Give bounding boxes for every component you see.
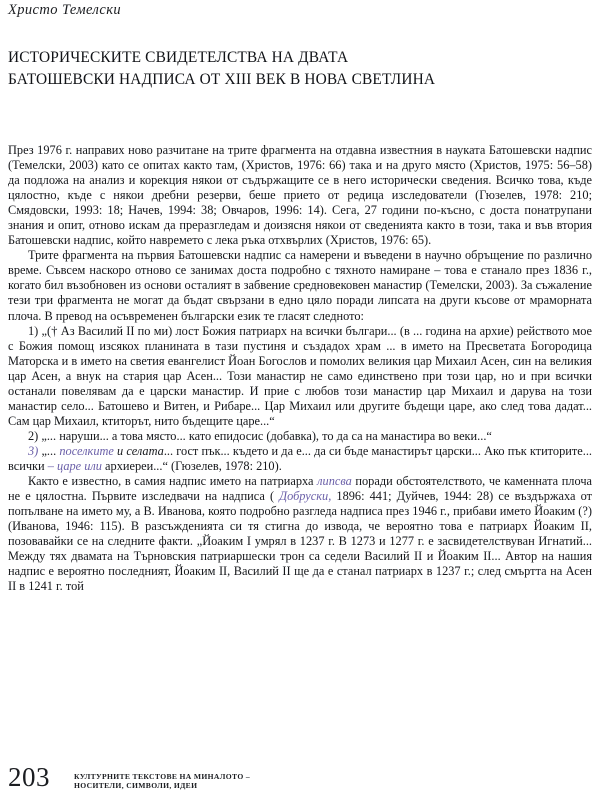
footer-book-title-line-1: КУЛТУРНИТЕ ТЕКСТОВЕ НА МИНАЛОТО –	[74, 772, 250, 781]
paragraph-3-text-a: Както е известно, в самия надпис името на патриарха	[28, 474, 318, 489]
article-body	[8, 143, 592, 594]
inscription-quote-3	[8, 444, 592, 474]
inscription-quote-1: 1) „(† Аз Василий II по ми) лост Божия патриарх на всички българи... (в ... година на архие) рейството мое с Божия помощ изсякох планината в тази пустиня и създадох храм ... в името на Пресветата Богородица Маторска и в името на светия евангелист Йоан Богослов и помолих великия цар Михаил Асен, син на великия цар Асен, а внук на стария цар Асен... Този манастир не само единствено при този цар, но и при всички останали повелявам да е царски манастир. И прие с любов този манастир цар Михаил и дарува на този манастир село... Батошево и Витен, и Рибаре... Цар Михаил или другите бъдещи царе, ако след това дадат... Сам цар Михаил, ктиторът, нито бъдещите царе...“	[8, 323, 592, 428]
body-paragraph-2: Трите фрагмента на първия Батошевски надпис са намерени и въведени в научно обръщение по различно време. Съвсем наскоро отново се занимах доста подробно с тяхното намиране – това е станало през 1836 г., когато бил възобновен из основи осталият в забвение средновековен манастир (Темелски, 2003). За съжаление тези три фрагмента не могат да бъдат свързани в едно цяло поради липсата на други късове от мраморната плоча. В превод на осъвременен български език те гласят следното:	[8, 248, 592, 323]
quote-3-text-b: и	[113, 443, 127, 458]
page-footer	[8, 762, 592, 792]
quote-3-italic-selata: селата	[126, 443, 164, 458]
highlight-dobruski: Добруски,	[279, 489, 332, 504]
highlight-lipsva: липсва	[317, 474, 352, 489]
body-paragraph-3	[8, 474, 592, 594]
footer-book-title-line-2: НОСИТЕЛИ, СИМВОЛИ, ИДЕИ	[74, 781, 198, 791]
page-number: 203	[8, 762, 50, 792]
body-paragraph-1: През 1976 г. направих ново разчитане на трите фрагмента на отдавна известния в науката Батошевски надпис (Темелски, 2003) като се опитах както там, (Христов, 1976: 66) така и на друго място (Христов, 1975: 56–58) да подложа на анализ и корекция някои от съдържащите се в него исторически сведения. Всичко това, къде цялостно, къде с някои дребни резерви, беше прието от редица изследователи (Гюзелев, 1978: 210; Смядовски, 1993: 18; Начев, 1994: 38; Овчаров, 1996: 14). Сега, 27 години по-късно, с доста понатрупани знания и опит, отново искам да преразгледам и доизясня някои от сведенията както в този, така и във втория Батошевски надпис, който навремето с лека ръка отхвърлих (Христов, 1976: 65).	[8, 143, 592, 248]
paragraph-3-text-b: поради обстоятелството, че каменната плоча не е цялостна. Първите изследвачи на надписа (	[8, 474, 593, 504]
inscription-quote-2: 2) „... наруши... а това място... като епидосис (добавка), то да са на манастира во веки...“	[28, 428, 492, 443]
running-head-author: Христо Темелски	[8, 2, 122, 18]
footer-book-title	[74, 762, 250, 791]
quote-3-number: 3)	[28, 443, 39, 458]
article-title	[8, 47, 592, 90]
quote-3-text-a: „...	[38, 443, 60, 458]
article-title-line-2: БАТОШЕВСКИ НАДПИСА ОТ XIII ВЕК В НОВА СВЕТЛИНА	[8, 70, 436, 88]
paragraph-3-text-c: 1896: 441; Дуйчев, 1944: 28) се въздържаха от попълване на името му, а В. Иванова, която подробно разгледа надписа през 1946 г., прибави името Йоаким (?) (Иванова, 1946: 115). В разсъжденията си тя стигна до извода, че вероятно това е патриарх Йоаким II, позовавайки се на следните факти. „Йоаким I умрял в 1237 г. В 1273 и 1277 г. е засвидетелствуван Игнатий... Между тях двамата на Търновския патриаршески трон са седели Василий II и Йоаким II... Автор на нашия надпис е вероятно последният, Йоаким II, Василий II ще да е станал патриарх в 1237 г.; след смъртта на Асен II в 1241 г. той	[8, 489, 592, 594]
quote-3-highlight-tsare: – царе или	[47, 458, 102, 473]
article-title-line-1: ИСТОРИЧЕСКИТЕ СВИДЕТЕЛСТВА НА ДВАТА	[8, 49, 349, 66]
quote-3-text-c: ... гост пък... където и да е... да си бъде манастирът царски... Ако пък ктиторите... всички	[8, 443, 592, 473]
quote-3-highlight-poselkite: поселките	[59, 443, 114, 458]
quote-3-text-d: архиереи...“ (Гюзелев, 1978: 210).	[101, 458, 282, 473]
